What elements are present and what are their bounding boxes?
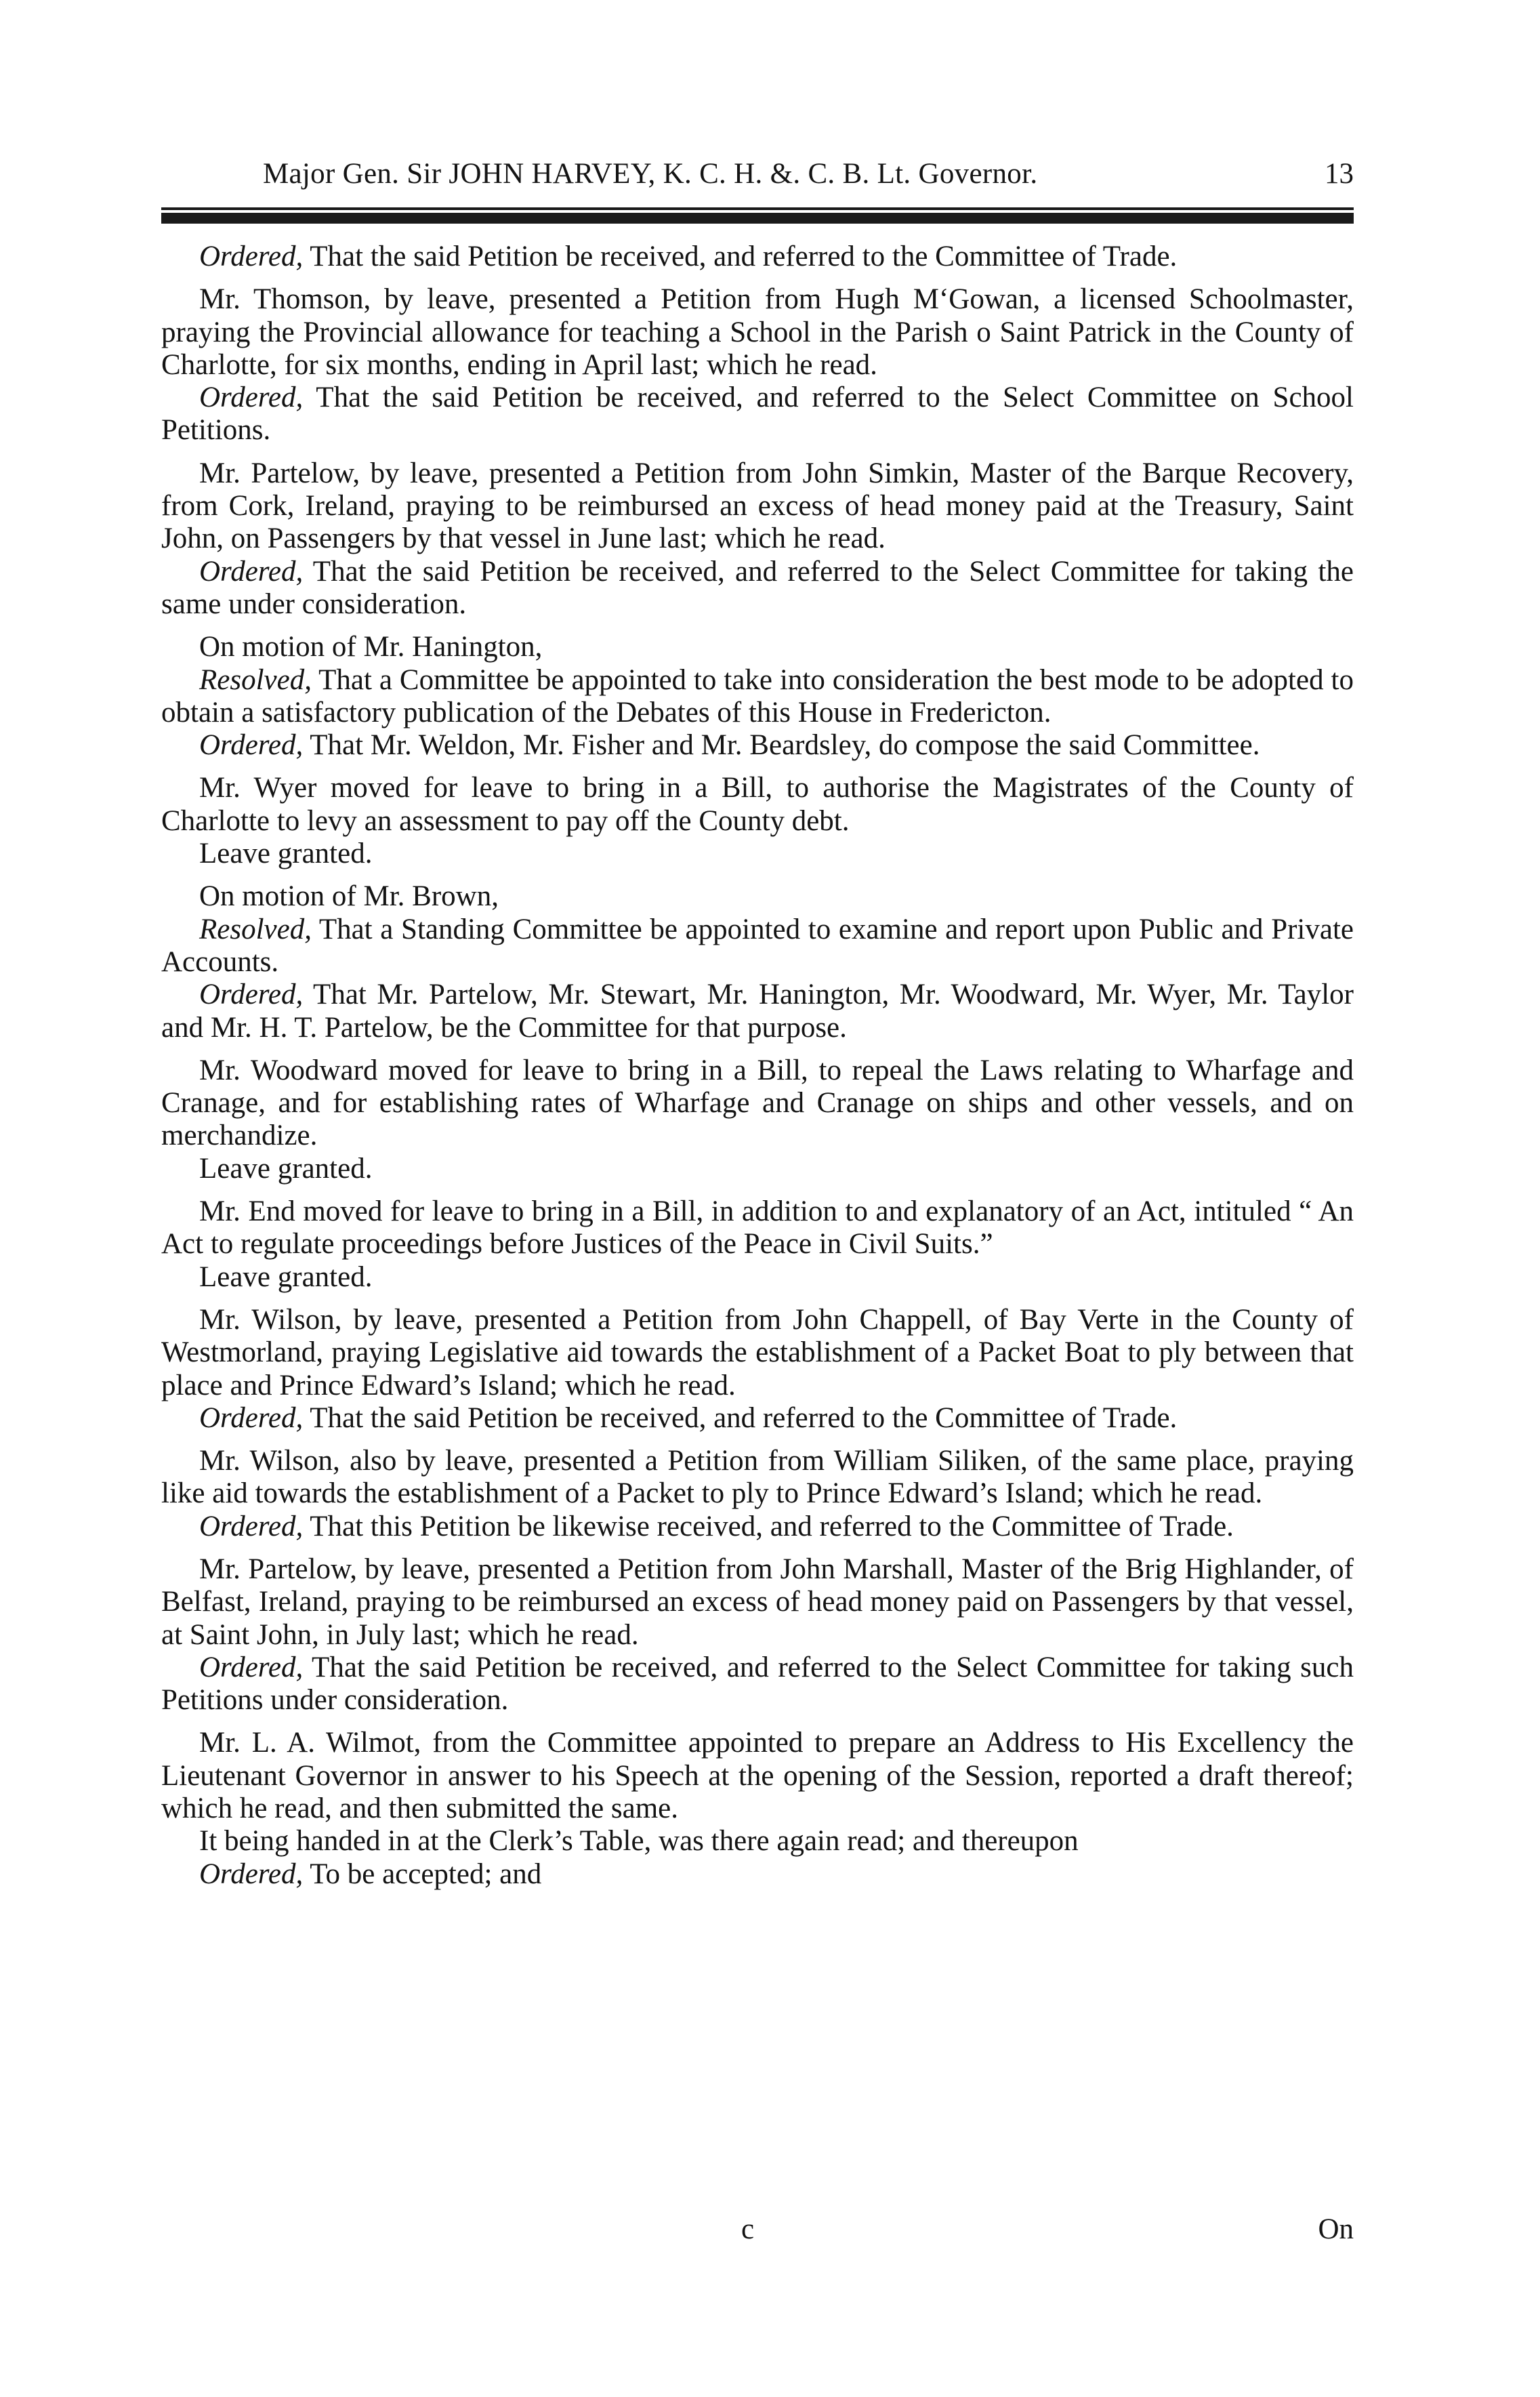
paragraph-text: On motion of Mr. Hanington, [199, 631, 543, 663]
paragraph-text: That the said Petition be received, and referred to the Select Committee for taking the same under consideration. [161, 555, 1354, 620]
paragraph [161, 880, 1354, 913]
paragraph-text: It being handed in at the Clerk’s Table, was there again read; and thereupon [199, 1825, 1079, 1858]
paragraph [161, 1652, 1354, 1717]
paragraph-lead: Ordered, [199, 729, 304, 762]
paragraph-lead: Ordered, [199, 979, 304, 1011]
paragraph-lead: Ordered, [199, 1858, 304, 1890]
paragraph [161, 838, 1354, 870]
paragraph [161, 1727, 1354, 1825]
running-header [161, 150, 1354, 198]
header-rule-thick [161, 213, 1354, 224]
paragraph [161, 1153, 1354, 1185]
page-number: 13 [1325, 158, 1354, 190]
journal-text [161, 241, 1354, 1891]
paragraph-text: Mr. Woodward moved for leave to bring in a Bill, to repeal the Laws relating to Wharfage and Cranage, and for establishing rates of Wharfage and Cranage on ships and other vessels, and on merchandize. [161, 1054, 1354, 1152]
paragraph-text: Mr. Wyer moved for leave to bring in a Bill, to authorise the Magistrates of the County of Charlotte to levy an assessment to pay off the County debt. [161, 772, 1354, 837]
paragraph-text: That the said Petition be received, and referred to the Committee of Trade. [303, 1401, 1178, 1434]
paragraph-text: Mr. Partelow, by leave, presented a Petition from John Simkin, Master of the Barque Recovery, from Cork, Ireland, praying to be reimbursed an excess of head money paid at the Treasury, Saint John, on Passengers by that vessel in June last; which he read. [161, 457, 1354, 555]
paragraph-text: That a Committee be appointed to take into consideration the best mode to be adopted to obtain a satisfactory publication of the Debates of this House in Fredericton. [161, 663, 1354, 729]
paragraph [161, 556, 1354, 621]
header-rule-thin [161, 207, 1354, 210]
paragraph-lead: Ordered, [199, 241, 304, 272]
paragraph-lead: Ordered, [199, 555, 304, 588]
paragraph [161, 1054, 1354, 1153]
paragraph-text: Mr. Wilson, also by leave, presented a Petition from William Siliken, of the same place, praying like aid towards the establishment of a Packet to ply to Prince Edward’s Island; which he read. [161, 1445, 1354, 1510]
paragraph [161, 1261, 1354, 1294]
paragraph [161, 1402, 1354, 1435]
paragraph-text: Mr. L. A. Wilmot, from the Committee appointed to prepare an Address to His Excellency the Lieutenant Governor in answer to his Speech at the opening of the Session, reported a draft thereof; which he read, and then submitted the same. [161, 1727, 1354, 1825]
paragraph [161, 1304, 1354, 1402]
paragraph-text: On motion of Mr. Brown, [199, 880, 499, 913]
paragraph-text: That the said Petition be received, and referred to the Committee of Trade. [303, 241, 1178, 272]
paragraph-lead: Ordered, [199, 1651, 304, 1683]
paragraph-text: To be accepted; and [303, 1858, 542, 1890]
paragraph [161, 457, 1354, 556]
paragraph-text: That this Petition be likewise received, and referred to the Committee of Trade. [303, 1510, 1234, 1542]
paragraph-lead: Ordered, [199, 382, 304, 414]
paragraph-text: Mr. Wilson, by leave, presented a Petition from John Chappell, of Bay Verte in the County of Westmorland, praying Legislative aid towards the establishment of a Packet Boat to ply between that place and Prince Edward’s Island; which he read. [161, 1303, 1354, 1401]
paragraph-text: Leave granted. [199, 838, 373, 870]
paragraph [161, 664, 1354, 730]
paragraph-text: That a Standing Committee be appointed to examine and report upon Public and Private Accounts. [161, 913, 1354, 978]
paragraph [161, 1511, 1354, 1543]
paragraph [161, 1445, 1354, 1511]
paragraph [161, 729, 1354, 762]
paragraph-lead: Ordered, [199, 1510, 304, 1542]
paragraph [161, 241, 1354, 273]
paragraph-lead: Ordered, [199, 1401, 304, 1434]
paragraph [161, 914, 1354, 979]
paragraph-lead: Resolved, [199, 913, 312, 945]
paragraph [161, 382, 1354, 447]
paragraph [161, 772, 1354, 838]
page-footer [161, 2209, 1354, 2250]
paragraph [161, 979, 1354, 1044]
paragraph-text: Mr. Thomson, by leave, presented a Petition from Hugh M‘Gowan, a licensed Schoolmaster, praying the Provincial allowance for teaching a School in the Parish o Saint Patrick in the County of Charlotte, for six months, ending in April last; which he read. [161, 283, 1354, 381]
paragraph [161, 1858, 1354, 1891]
paragraph-text: Leave granted. [199, 1152, 373, 1185]
paragraph [161, 1553, 1354, 1652]
paragraph-text: That Mr. Weldon, Mr. Fisher and Mr. Beardsley, do compose the said Committee. [303, 729, 1260, 762]
paragraph-text: Leave granted. [199, 1261, 373, 1293]
paragraph-lead: Resolved, [199, 663, 312, 696]
signature-mark: c [741, 2213, 755, 2245]
paragraph [161, 631, 1354, 663]
paragraph [161, 1195, 1354, 1261]
paragraph-text: That the said Petition be received, and referred to the Select Committee on School Petitions. [161, 382, 1354, 447]
catchword: On [1318, 2213, 1354, 2245]
paragraph-text: That the said Petition be received, and referred to the Select Committee for taking such Petitions under consideration. [161, 1651, 1354, 1717]
paragraph-text: Mr. End moved for leave to bring in a Bill, in addition to and explanatory of an Act, intituled “ An Act to regulate proceedings before Justices of the Peace in Civil Suits.” [161, 1195, 1354, 1261]
header-title: Major Gen. Sir JOHN HARVEY, K. C. H. &. C. B. Lt. Governor. [263, 158, 1038, 190]
paragraph [161, 283, 1354, 382]
paragraph-text: That Mr. Partelow, Mr. Stewart, Mr. Hanington, Mr. Woodward, Mr. Wyer, Mr. Taylor and Mr. H. T. Partelow, be the Committee for that purpose. [161, 979, 1354, 1044]
paragraph [161, 1825, 1354, 1858]
paragraph-text: Mr. Partelow, by leave, presented a Petition from John Marshall, Master of the Brig Highlander, of Belfast, Ireland, praying to be reimbursed an excess of head money paid on Passengers by that vessel, at Saint John, in July last; which he read. [161, 1553, 1354, 1651]
